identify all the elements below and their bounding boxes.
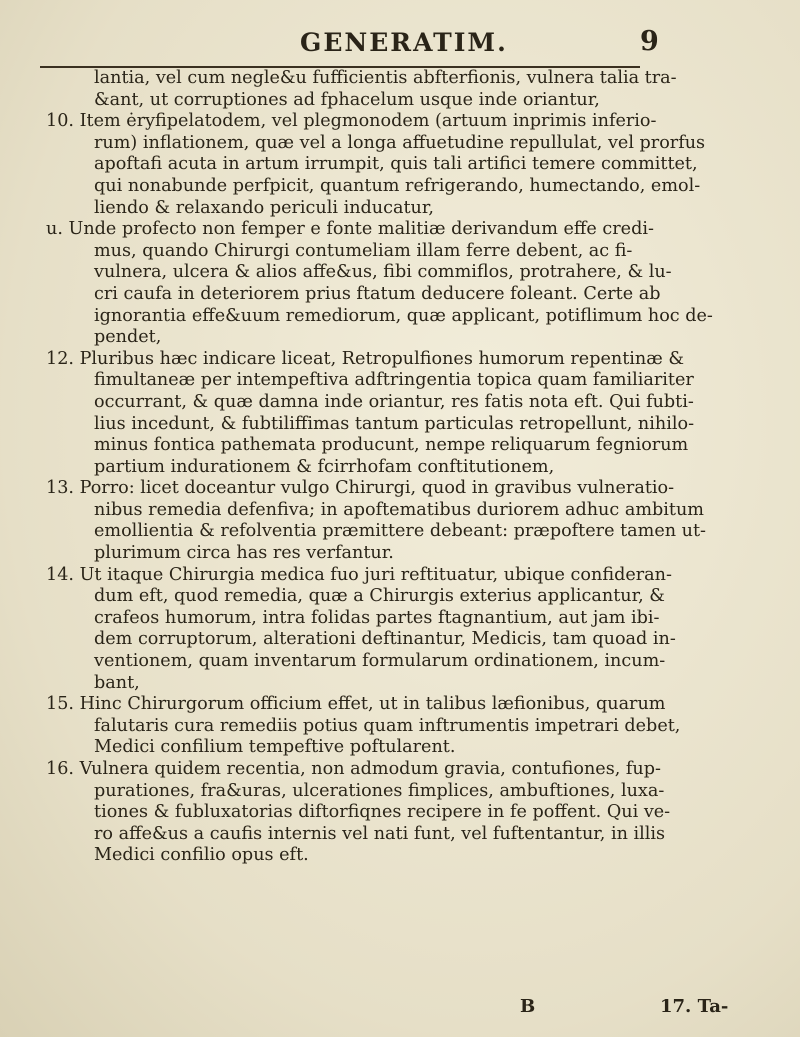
text-line: Medici confilio opus eft. [94, 845, 309, 866]
text-line: crafeos humorum, intra folidas partes ftagnantium, aut jam ibi- [94, 607, 660, 628]
text-line: ignorantia effe&uum remediorum, quæ applicant, potiflimum hoc de- [94, 305, 713, 326]
text-line: mus, quando Chirurgi contumeliam illam ferre debent, ac fi- [94, 240, 633, 261]
text-line: qui nonabunde perfpicit, quantum refrigerando, humectando, emol- [94, 175, 701, 196]
text-line: purationes, fra&uras, ulcerationes fimplices, ambuftiones, luxa- [94, 780, 665, 801]
text-line: 12. Pluribus hæc indicare liceat, Retropulfiones humorum repentinæ & [46, 348, 685, 369]
text-line: dem corruptorum, alterationi deftinantur, Medicis, tam quoad in- [94, 629, 676, 650]
text-line: cri caufa in deteriorem prius ftatum deducere foleant. Certe ab [94, 283, 661, 304]
text-line: apoftafi acuta in artum irrumpit, quis tali artifici temere committet, [94, 154, 698, 175]
text-line: partium indurationem & fcirrhofam conftitutionem, [94, 456, 555, 477]
text-line: &ant, ut corruptiones ad fphacelum usque inde oriantur, [94, 89, 600, 110]
text-line: lantia, vel cum negle&u fufficientis abfterfionis, vulnera talia tra- [94, 68, 677, 88]
text-line: 10. Item ėryfipelatodem, vel plegmonodem (artuum inprimis inferio- [46, 111, 657, 132]
page-number: 9 [640, 26, 659, 57]
page-footer [0, 996, 800, 1020]
text-line: falutaris cura remediis potius quam inftrumentis impetrari debet, [94, 715, 681, 736]
text-line: fimultaneæ per intempeftiva adftringentia topica quam familiariter [94, 370, 694, 391]
text-line: ro affe&us a caufis internis vel nati funt, vel fuftentantur, in illis [94, 823, 666, 844]
running-title: GENERATIM. [300, 28, 508, 57]
text-line: 13. Porro: licet doceantur vulgo Chirurgi, quod in gravibus vulneratio- [46, 478, 675, 499]
text-line: plurimum circa has res verfantur. [94, 543, 394, 564]
text-line: emollientia & refolventia præmittere debeant: præpoftere tamen ut- [94, 521, 707, 542]
text-line: nibus remedia defenfiva; in apoftematibus duriorem adhuc ambitum [94, 499, 704, 520]
text-line: ventionem, quam inventarum formularum ordinationem, incum- [94, 651, 666, 672]
catchword: 17. Ta- [660, 996, 729, 1017]
running-header [0, 22, 800, 62]
text-line: vulnera, ulcera & alios affe&us, fibi commiflos, protrahere, & lu- [94, 262, 672, 283]
text-line: u. Unde profecto non femper e fonte malitiæ derivandum effe credi- [46, 219, 654, 240]
text-line: liendo & relaxando periculi inducatur, [94, 197, 434, 218]
text-line: tiones & fubluxatorias diftorfiqnes recipere in fe poffent. Qui ve- [94, 802, 671, 823]
text-line: rum) inflationem, quæ vel a longa affuetudine repullulat, vel prorfus [94, 132, 706, 153]
text-line: lius incedunt, & fubtiliffimas tantum particulas retropellunt, nihilo- [94, 413, 695, 434]
text-line: bant, [94, 672, 140, 693]
signature-mark: B [520, 996, 536, 1017]
text-line: 15. Hinc Chirurgorum officium effet, ut in talibus læfionibus, quarum [46, 694, 666, 715]
text-line: dum eft, quod remedia, quæ a Chirurgis exterius applicantur, & [94, 586, 665, 607]
text-line: pendet, [94, 327, 162, 348]
text-line: 14. Ut itaque Chirurgia medica fuo juri reftituatur, ubique confideran- [46, 564, 672, 585]
text-line: Medici confilium tempeftive poftularent. [94, 737, 456, 758]
text-line: minus fontica pathemata producunt, nempe reliquarum fegniorum [94, 435, 689, 456]
text-line: occurrant, & quæ damna inde oriantur, res fatis nota eft. Qui fubti- [94, 391, 694, 412]
body-text [46, 68, 713, 867]
text-line: 16. Vulnera quidem recentia, non admodum gravia, contufiones, fup- [46, 759, 661, 779]
